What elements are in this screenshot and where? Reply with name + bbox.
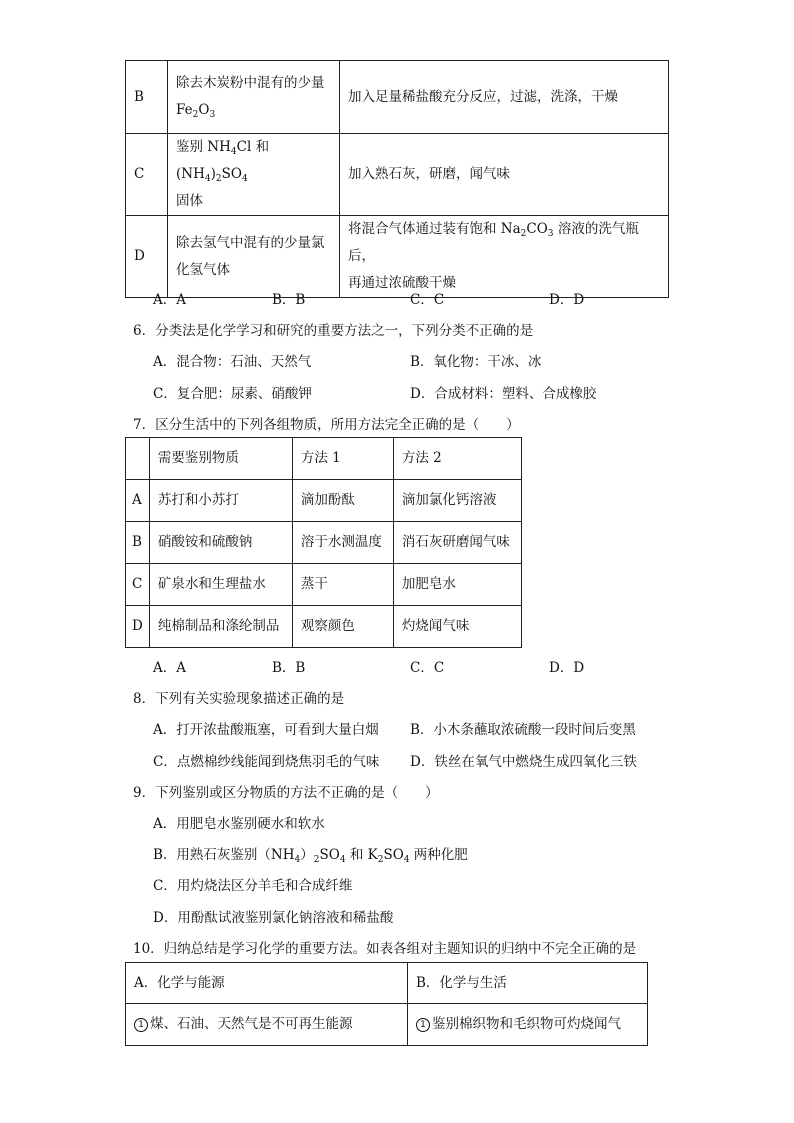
table-row: C 矿泉水和生理盐水 蒸干 加肥皂水 [126,564,522,606]
q8-option-a[interactable]: A．打开浓盐酸瓶塞，可看到大量白烟 [153,722,379,738]
option-a[interactable]: A．A [153,292,186,308]
table-header: A．化学与能源 B．化学与生活 [126,963,648,1004]
table-row [126,216,669,298]
q9-option-d[interactable]: D．用酚酞试液鉴别氯化钠溶液和稀盐酸 [153,910,394,926]
circled-number-one: 1 [416,1018,430,1032]
cell-method: 加入熟石灰，研磨，闻气味 [340,134,669,216]
table-row [126,134,669,216]
table-q7 [125,437,522,648]
circled-number-one: 1 [134,1018,148,1032]
cell-item: 除去氢气中混有的少量氯 化氢气体 [168,216,340,298]
q6-option-a[interactable]: A．混合物：石油、天然气 [153,354,312,370]
option-c[interactable]: C．C [410,292,445,308]
q8-option-d[interactable]: D．铁丝在氧气中燃烧生成四氧化三铁 [410,754,637,770]
table-row [126,61,669,134]
row-label: D [126,216,168,298]
q6-option-b[interactable]: B．氧化物：干冰、冰 [410,354,542,370]
table-row: A 苏打和小苏打 滴加酚酞 滴加氯化钙溶液 [126,480,522,522]
q6-stem: 6．分类法是化学学习和研究的重要方法之一，下列分类不正确的是 [133,323,534,339]
table-row: B 硝酸铵和硫酸钠 溶于水测温度 消石灰研磨闻气味 [126,522,522,564]
option-d[interactable]: D．D [549,660,585,676]
q8-option-b[interactable]: B．小木条蘸取浓硫酸一段时间后变黑 [410,722,636,738]
q6-option-c[interactable]: C．复合肥：尿素、硝酸钾 [153,386,312,402]
q9-option-c[interactable]: C．用灼烧法区分羊毛和合成纤维 [153,878,353,894]
row-label: C [126,134,168,216]
q9-stem: 9．下列鉴别或区分物质的方法不正确的是（ ） [133,785,439,801]
q6-option-d[interactable]: D．合成材料：塑料、合成橡胶 [410,386,597,402]
table-row: 1 煤、石油、天然气是不可再生能源 1 鉴别棉织物和毛织物可灼烧闻气 [126,1004,648,1046]
q8-option-c[interactable]: C．点燃棉纱线能闻到烧焦羽毛的气味 [153,754,380,770]
option-a[interactable]: A．A [153,660,186,676]
q9-option-a[interactable]: A．用肥皂水鉴别硬水和软水 [153,816,325,832]
option-b[interactable]: B．B [272,660,306,676]
q8-stem: 8．下列有关实验现象描述正确的是 [133,691,345,707]
q10-stem: 10．归纳总结是学习化学的重要方法。如表各组对主题知识的归纳中不完全正确的是 [133,941,637,957]
table-q10 [125,962,648,1046]
table-header: 需要鉴别物质 方法 1 方法 2 [126,438,522,480]
table-row: D 纯棉制品和涤纶制品 观察颜色 灼烧闻气味 [126,606,522,648]
cell-method: 将混合气体通过装有饱和 $Na_2CO_3$ 溶液的洗气瓶后， 再通过浓硫酸干燥 [340,216,669,298]
option-d[interactable]: D．D [549,292,585,308]
cell-item: 除去木炭粉中混有的少量 $Fe_2O_3$ [168,61,340,134]
q7-stem: 7．区分生活中的下列各组物质，所用方法完全正确的是（ ） [133,417,520,433]
row-label: B [126,61,168,134]
q9-option-b[interactable]: B．用熟石灰鉴别$(NH_4)_2SO_4$ 和 $K_2SO_4$ 两种化肥 [153,847,468,865]
option-c[interactable]: C．C [410,660,445,676]
table-q5 [125,60,669,298]
cell-method: 加入足量稀盐酸充分反应，过滤，洗涤，干燥 [340,61,669,134]
cell-item: 鉴别 $NH_4Cl$ 和$(NH_4)_2SO_4$ 固体 [168,134,340,216]
option-b[interactable]: B．B [272,292,306,308]
